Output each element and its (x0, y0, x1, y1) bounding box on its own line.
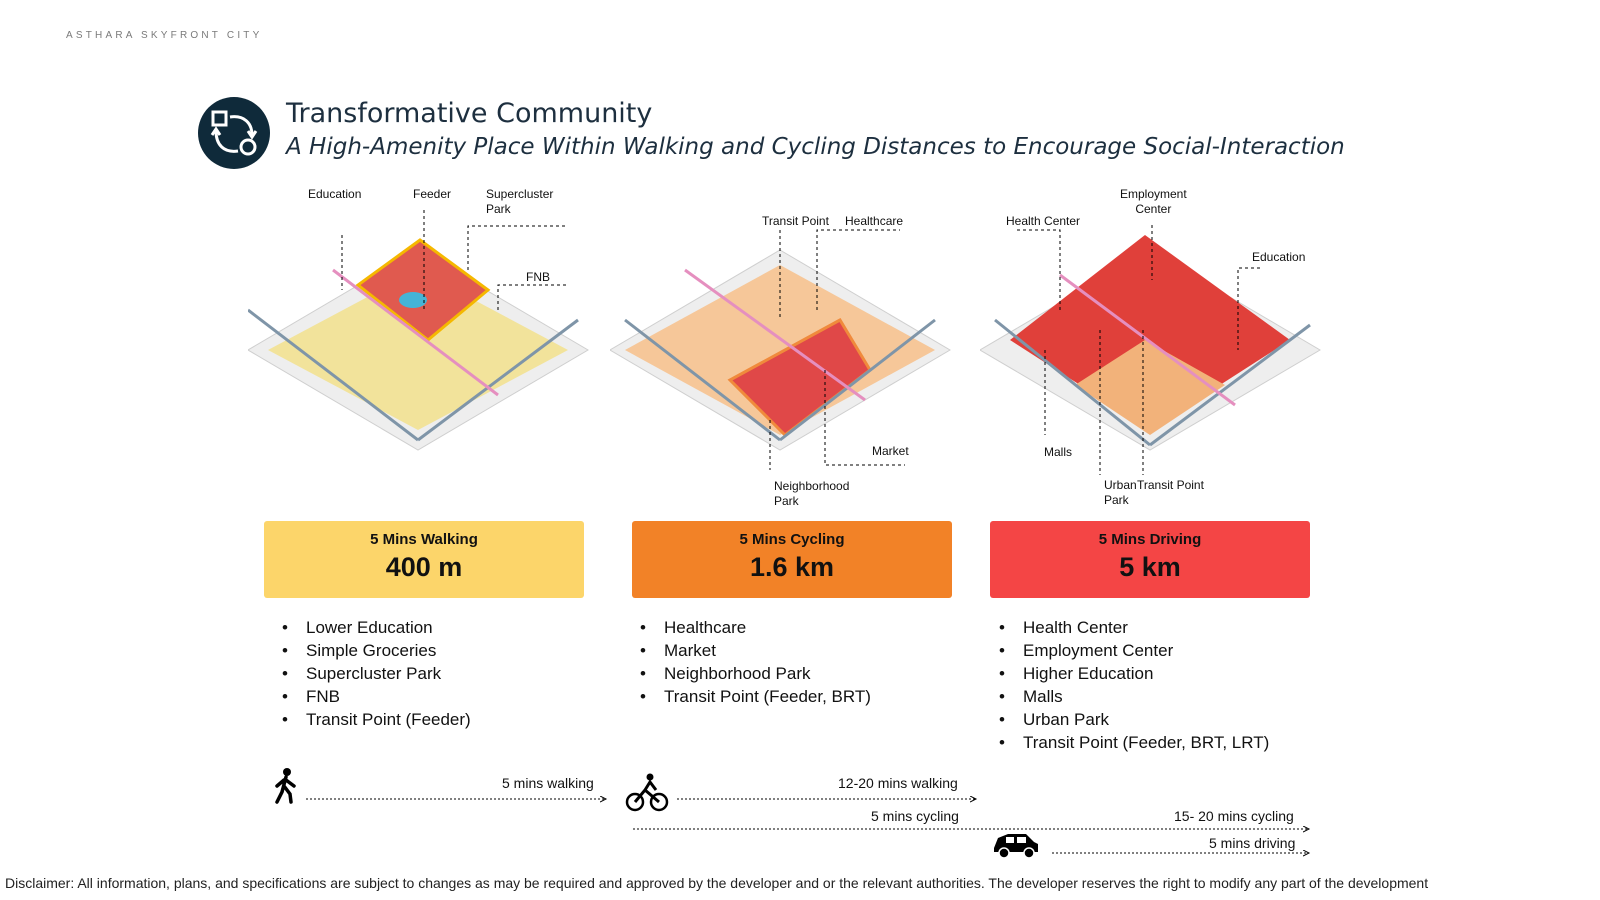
list-item: • Market (638, 639, 871, 662)
callout-neighborhood-park: Neighborhood Park (774, 479, 850, 508)
brand-name: ASTHARA SKYFRONT CITY (66, 30, 263, 41)
list-item: • Transit Point (Feeder, BRT) (638, 685, 871, 708)
callout-transit-point: Transit Point (762, 214, 829, 228)
callout-healthcare: Healthcare (845, 214, 904, 228)
walk-time-label: 5 mins walking (502, 775, 594, 791)
callout-feeder: Feeder (413, 187, 452, 201)
cycling-card (632, 521, 952, 598)
walking-card (264, 521, 584, 598)
list-item: • Health Center (997, 616, 1269, 639)
driving-mode: 5 Mins Driving (1098, 531, 1202, 548)
driving-amenities (997, 616, 1269, 754)
page-subtitle: A High-Amenity Place Within Walking and Cycling Distances to Encourage Social-Interaction (286, 134, 1345, 160)
walking-amenities (280, 616, 471, 731)
list-item: • Employment Center (997, 639, 1269, 662)
list-item: • Supercluster Park (280, 662, 471, 685)
cycling-amenities (638, 616, 871, 708)
cycling-distance: 1.6 km (749, 552, 835, 582)
cycle-icon (198, 97, 270, 169)
walking-diagram (248, 187, 598, 480)
driving-diagram (980, 187, 1340, 510)
cycle-walk-time-label: 12-20 mins walking (838, 775, 958, 791)
list-item: • Transit Point (Feeder) (280, 708, 471, 731)
driving-card (990, 521, 1310, 598)
callout-education-3: Education (1252, 250, 1306, 264)
travel-timeline (0, 760, 1600, 870)
bicycle-icon (627, 774, 667, 811)
cycling-diagram (610, 210, 960, 510)
walking-distance: 400 m (385, 552, 463, 582)
drive-cycle-time-label: 15- 20 mins cycling (1174, 808, 1294, 824)
list-item: • Neighborhood Park (638, 662, 871, 685)
list-item: • Transit Point (Feeder, BRT, LRT) (997, 731, 1269, 754)
callout-employment-center: Employment Center (1120, 187, 1187, 216)
list-item: • Simple Groceries (280, 639, 471, 662)
list-item: • Malls (997, 685, 1269, 708)
callout-malls: Malls (1044, 445, 1073, 459)
callout-transit-point-3: Transit Point (1137, 478, 1204, 492)
cycle-time-label: 5 mins cycling (871, 808, 959, 824)
list-item: • Higher Education (997, 662, 1269, 685)
callout-education: Education (308, 187, 362, 201)
list-item: • Healthcare (638, 616, 871, 639)
callout-fnb: FNB (526, 270, 550, 284)
walking-person-icon (277, 768, 294, 802)
list-item: • FNB (280, 685, 471, 708)
callout-urban-park: Urban Park (1104, 478, 1137, 507)
page-title: Transformative Community (286, 98, 653, 129)
callout-supercluster-park: Supercluster Park (486, 187, 554, 216)
callout-market: Market (872, 444, 909, 458)
drive-time-label: 5 mins driving (1209, 835, 1296, 851)
driving-distance: 5 km (1119, 552, 1181, 582)
list-item: • Urban Park (997, 708, 1269, 731)
list-item: • Lower Education (280, 616, 471, 639)
disclaimer: Disclaimer: All information, plans, and specifications are subject to changes as may be required and approved by the developer and or the relevant authorities. The developer reserves the right to modify any part of the development (5, 875, 1429, 891)
cycling-mode: 5 Mins Cycling (739, 531, 845, 548)
walking-mode: 5 Mins Walking (370, 531, 478, 548)
community-logo (198, 97, 270, 169)
car-icon (994, 834, 1038, 858)
callout-health-center: Health Center (1006, 214, 1081, 228)
